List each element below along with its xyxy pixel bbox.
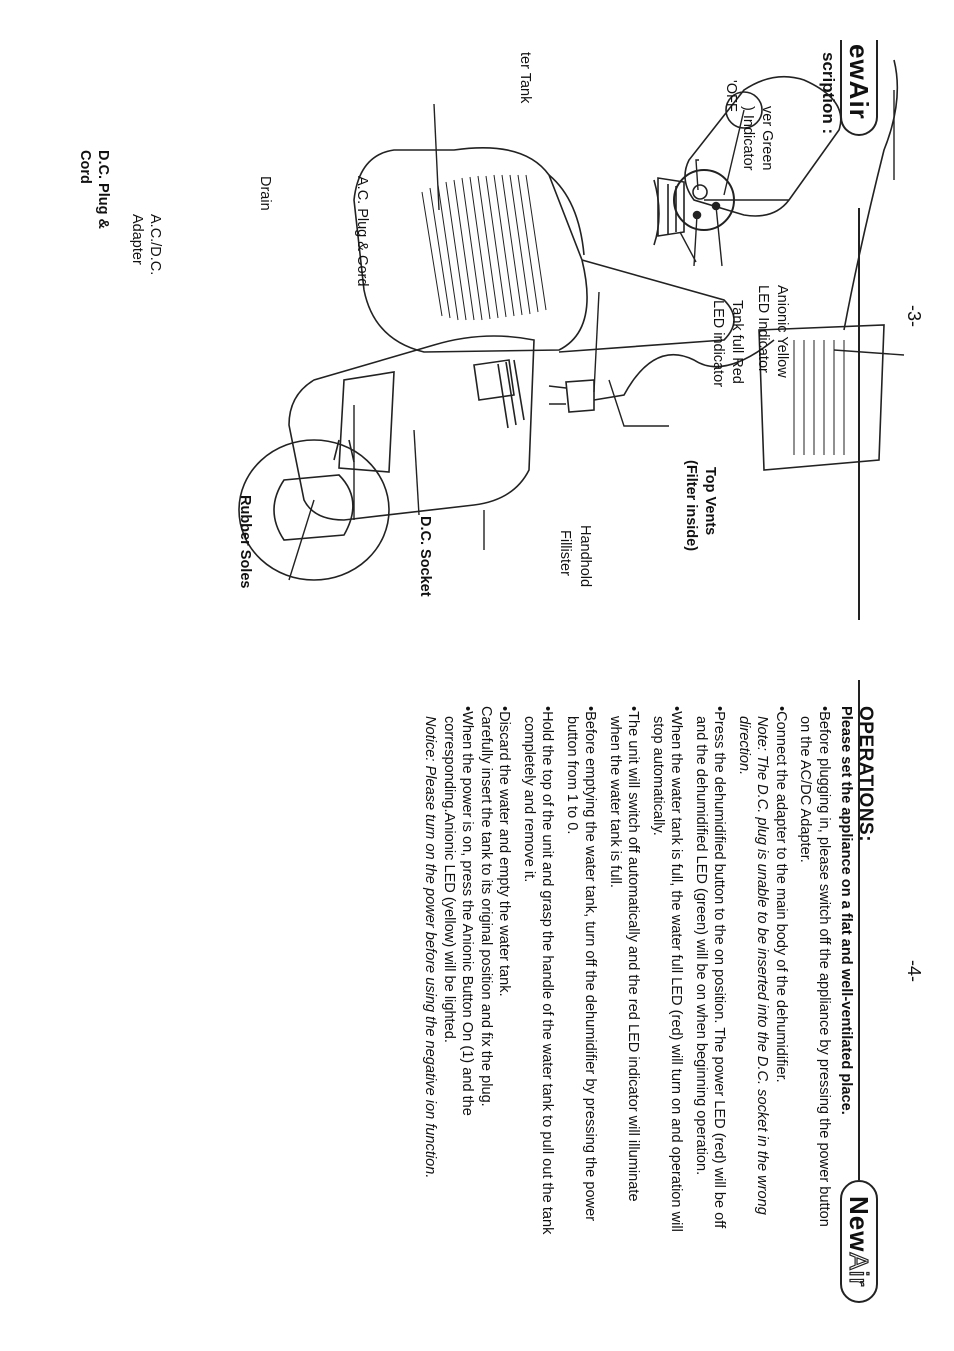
rubber-sole-foot <box>274 475 353 540</box>
label-anionic-yellow-2: LED Indicator <box>755 285 771 373</box>
operation-item-1: •Before plugging in, please switch off the appliance by pressing the power button on the AC/DC Adapter. <box>797 706 832 1227</box>
handle-slot <box>474 360 514 400</box>
operation-item-7: •Hold the top of the unit and grasp the handle of the water tank to pull out the tank completely and remove it. <box>521 706 556 1235</box>
operation-item-3: •Press the dehumidified button to the on position. The power LED (red) will be off and the dehumidified LED (green) will be on when beginning operation. <box>693 706 728 1229</box>
unit-top-panel <box>549 175 659 255</box>
operations-heading: OPERATIONS: <box>855 706 876 843</box>
page-number-right: -4- <box>904 960 924 982</box>
description-title: scription : <box>819 52 838 135</box>
operation-item-8: •Discard the water and empty the water tank. Carefully insert the tank to its original position and fix the plug. <box>478 706 513 1107</box>
power-led-icon <box>693 185 707 199</box>
label-ac-plug: A.C. Plug & Cord <box>354 176 370 287</box>
label-handhold-1: Handhold <box>577 525 593 588</box>
dc-cord <box>844 60 897 330</box>
label-adapter-1: A.C./D.C. <box>147 214 163 276</box>
label-top-vents-1: Top Vents <box>702 467 718 536</box>
operation-item-9: •When the power is on, press the Anionic Button On (1) and the corresponding.Anionic LED (yellow) will be lighted. Notice: Please turn on the power before using the negative ion function. <box>422 706 476 1179</box>
leader-lines <box>289 90 904 580</box>
label-handhold-2: Fillister <box>557 530 573 576</box>
label-dc-plug-2: Cord <box>77 150 93 184</box>
label-tank-full-1: Tank full Red <box>729 300 745 384</box>
water-tank-window <box>339 372 394 472</box>
logo-new: New <box>844 1196 875 1253</box>
logo-fragment-text: ewAir <box>844 44 875 120</box>
label-top-vents-2: (Filter inside) <box>683 460 699 552</box>
operations-section <box>415 706 874 1326</box>
label-rubber-soles: Rubber Soles <box>237 495 253 589</box>
adapter-grille <box>794 340 844 455</box>
label-tank-full-2: LED indicator <box>710 300 726 388</box>
top-vents <box>658 178 684 236</box>
side-grille <box>422 175 546 320</box>
operation-item-2: •Connect the adapter to the main body of the dehumidifier. Note: The D.C. plug is unable to be inserted into the D.C. socket in the wrong direction. <box>736 706 789 1215</box>
label-power-green: ver Green <box>759 106 775 171</box>
label-drain: Drain <box>257 176 273 211</box>
unit-back-body <box>289 336 534 520</box>
operation-item-5: •The unit will switch off automatically and the red LED indicator will illuminate when the water tank is full. <box>607 706 642 1202</box>
label-off: 'OFF <box>723 80 739 112</box>
operations-subheading: Please set the appliance on a flat and well-ventilated place. <box>838 706 855 1115</box>
label-adapter-2: Adapter <box>129 214 145 265</box>
label-dc-plug-1: D.C. Plug & <box>95 150 111 229</box>
logo-air: Air <box>844 1252 875 1288</box>
label-dc-socket: D.C. Socket <box>417 516 433 597</box>
rubber-soles-bubble <box>239 440 389 580</box>
page-number-left: -3- <box>904 305 924 327</box>
label-anionic-yellow-1: Anionic Yellow <box>774 285 790 378</box>
label-power-indicator: ) Indicator <box>740 106 756 171</box>
operation-item-6: •Before emptying the water tank, turn off the dehumidifier by pressing the power button from 1 to 0. <box>564 706 599 1222</box>
ac-plug <box>549 380 594 412</box>
operation-item-4: •When the water tank is full, the water full LED (red) will turn on and operation will stop automatically. <box>650 706 685 1232</box>
label-water-tank: ter Tank <box>517 52 533 104</box>
ac-cord <box>594 340 774 400</box>
